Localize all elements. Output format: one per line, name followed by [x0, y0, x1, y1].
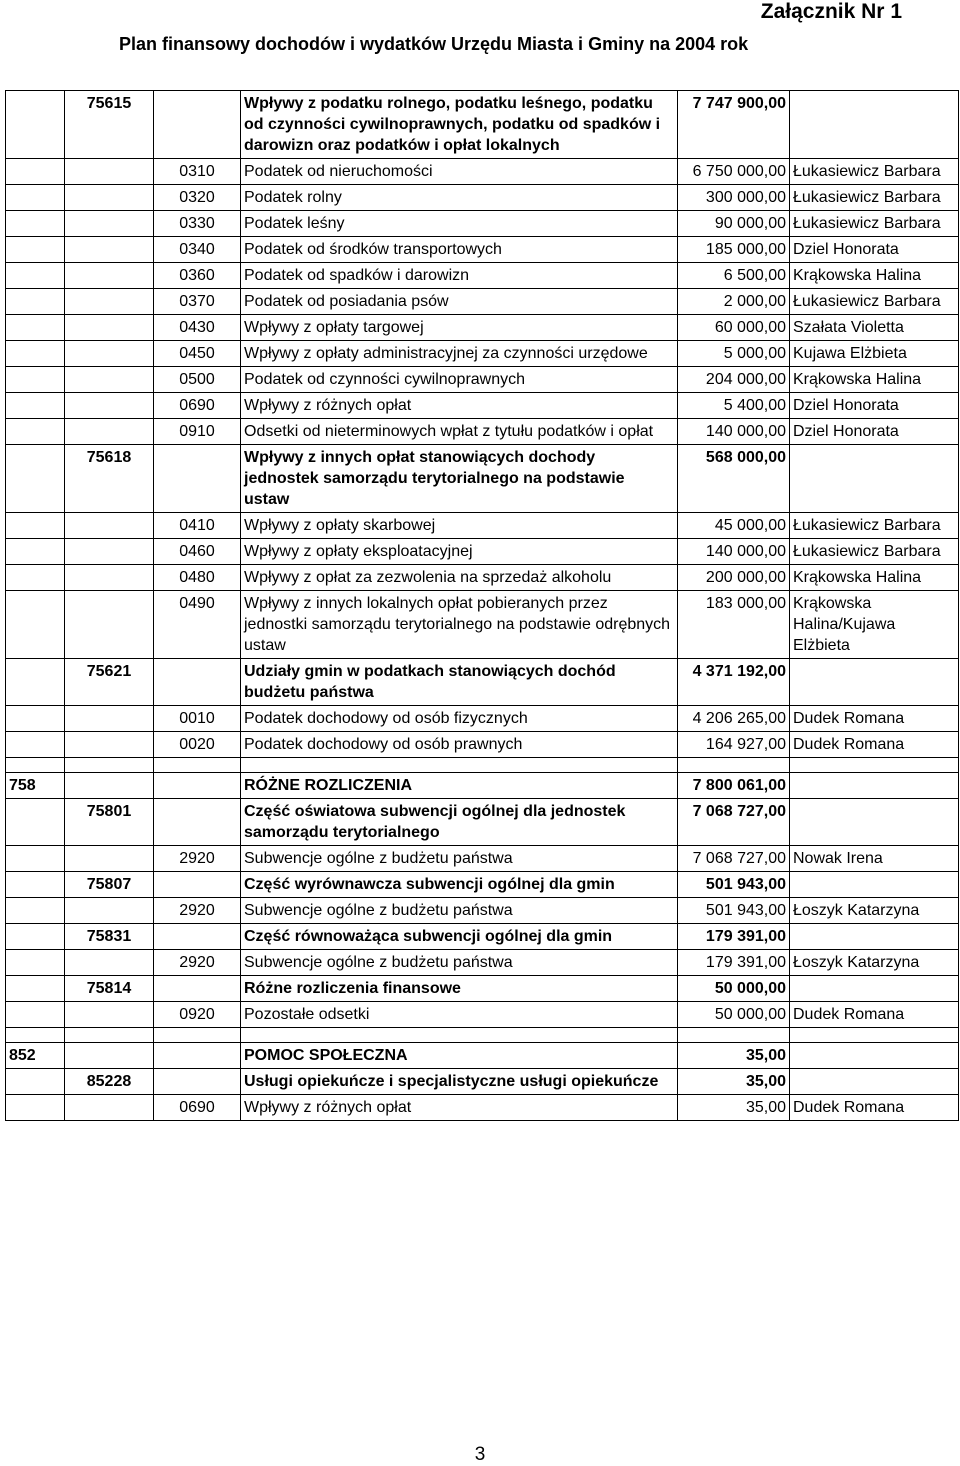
amount-cell: 183 000,00: [678, 591, 790, 659]
owner-cell: [790, 799, 959, 846]
dzial-cell: [6, 419, 65, 445]
table-row: [6, 159, 959, 185]
owner-cell: Dziel Honorata: [790, 393, 959, 419]
dzial-cell: 852: [6, 1043, 65, 1069]
amount-cell: 179 391,00: [678, 950, 790, 976]
owner-cell: Kujawa Elżbieta: [790, 341, 959, 367]
dzial-cell: [6, 513, 65, 539]
paragraf-cell: [154, 924, 241, 950]
table-row: [6, 591, 959, 659]
name-cell: Pozostałe odsetki: [241, 1002, 678, 1028]
spacer-cell: [65, 1028, 154, 1043]
name-cell: Usługi opiekuńcze i specjalistyczne usługi opiekuńcze: [241, 1069, 678, 1095]
name-cell: Wpływy z podatku rolnego, podatku leśnego, podatku od czynności cywilnoprawnych, podatku od spadków i darowizn oraz podatków i opłat lokalnych: [241, 91, 678, 159]
amount-cell: 140 000,00: [678, 539, 790, 565]
name-cell: Subwencje ogólne z budżetu państwa: [241, 898, 678, 924]
table-row: [6, 976, 959, 1002]
rozdzial-cell: [65, 1002, 154, 1028]
paragraf-cell: 0010: [154, 706, 241, 732]
table-row: [6, 950, 959, 976]
owner-cell: [790, 976, 959, 1002]
spacer-cell: [154, 758, 241, 773]
owner-cell: [790, 1043, 959, 1069]
dzial-cell: [6, 289, 65, 315]
section-spacer: [6, 758, 959, 773]
dzial-cell: [6, 159, 65, 185]
amount-cell: 60 000,00: [678, 315, 790, 341]
owner-cell: Łukasiewicz Barbara: [790, 289, 959, 315]
spacer-cell: [241, 758, 678, 773]
dzial-cell: [6, 367, 65, 393]
table-row: [6, 211, 959, 237]
name-cell: Subwencje ogólne z budżetu państwa: [241, 950, 678, 976]
table-row: [6, 419, 959, 445]
paragraf-cell: 0330: [154, 211, 241, 237]
name-cell: Podatek od nieruchomości: [241, 159, 678, 185]
paragraf-cell: 0340: [154, 237, 241, 263]
dzial-cell: [6, 393, 65, 419]
dzial-cell: [6, 263, 65, 289]
paragraf-cell: 0690: [154, 393, 241, 419]
document-title: Plan finansowy dochodów i wydatków Urzędu Miasta i Gminy na 2004 rok: [119, 34, 749, 54]
paragraf-cell: 0370: [154, 289, 241, 315]
name-cell: Wpływy z różnych opłat: [241, 1095, 678, 1121]
amount-cell: 35,00: [678, 1043, 790, 1069]
name-cell: RÓŻNE ROZLICZENIA: [241, 773, 678, 799]
table-row: [6, 263, 959, 289]
dzial-cell: [6, 924, 65, 950]
name-cell: Część oświatowa subwencji ogólnej dla jednostek samorządu terytorialnego: [241, 799, 678, 846]
table-row: [6, 872, 959, 898]
amount-cell: 5 000,00: [678, 341, 790, 367]
rozdzial-cell: [65, 1095, 154, 1121]
amount-cell: 7 747 900,00: [678, 91, 790, 159]
table-row: [6, 1095, 959, 1121]
amount-cell: 164 927,00: [678, 732, 790, 758]
amount-cell: 140 000,00: [678, 419, 790, 445]
rozdzial-cell: [65, 950, 154, 976]
rozdzial-cell: 85228: [65, 1069, 154, 1095]
rozdzial-cell: [65, 315, 154, 341]
dzial-cell: [6, 539, 65, 565]
amount-cell: 5 400,00: [678, 393, 790, 419]
table-row: [6, 846, 959, 872]
rozdzial-cell: 75801: [65, 799, 154, 846]
dzial-cell: [6, 950, 65, 976]
amount-cell: 35,00: [678, 1095, 790, 1121]
paragraf-cell: [154, 659, 241, 706]
dzial-cell: [6, 846, 65, 872]
dzial-cell: [6, 341, 65, 367]
rozdzial-cell: [65, 289, 154, 315]
amount-cell: 7 068 727,00: [678, 846, 790, 872]
dzial-cell: [6, 1069, 65, 1095]
owner-cell: [790, 924, 959, 950]
name-cell: Wpływy z opłat za zezwolenia na sprzedaż alkoholu: [241, 565, 678, 591]
spacer-cell: [6, 758, 65, 773]
amount-cell: 2 000,00: [678, 289, 790, 315]
name-cell: Wpływy z innych opłat stanowiących dochody jednostek samorządu terytorialnego na podstawie ustaw: [241, 445, 678, 513]
rozdzial-cell: [65, 341, 154, 367]
spacer-cell: [241, 1028, 678, 1043]
paragraf-cell: 0310: [154, 159, 241, 185]
table-row: [6, 539, 959, 565]
name-cell: Wpływy z różnych opłat: [241, 393, 678, 419]
amount-cell: 7 800 061,00: [678, 773, 790, 799]
rozdzial-cell: [65, 237, 154, 263]
table-row: [6, 289, 959, 315]
paragraf-cell: [154, 799, 241, 846]
amount-cell: 90 000,00: [678, 211, 790, 237]
table-row: [6, 237, 959, 263]
table-row: [6, 393, 959, 419]
paragraf-cell: 0920: [154, 1002, 241, 1028]
rozdzial-cell: 75814: [65, 976, 154, 1002]
name-cell: Część wyrównawcza subwencji ogólnej dla gmin: [241, 872, 678, 898]
owner-cell: [790, 1069, 959, 1095]
owner-cell: Łukasiewicz Barbara: [790, 513, 959, 539]
paragraf-cell: 0460: [154, 539, 241, 565]
rozdzial-cell: [65, 773, 154, 799]
table-row: [6, 91, 959, 159]
rozdzial-cell: [65, 211, 154, 237]
dzial-cell: [6, 872, 65, 898]
dzial-cell: [6, 1095, 65, 1121]
spacer-cell: [678, 758, 790, 773]
amount-cell: 45 000,00: [678, 513, 790, 539]
dzial-cell: [6, 565, 65, 591]
amount-cell: 6 500,00: [678, 263, 790, 289]
amount-cell: 4 371 192,00: [678, 659, 790, 706]
amount-cell: 179 391,00: [678, 924, 790, 950]
table-row: [6, 659, 959, 706]
owner-cell: [790, 445, 959, 513]
spacer-cell: [678, 1028, 790, 1043]
name-cell: Odsetki od nieterminowych wpłat z tytułu podatków i opłat: [241, 419, 678, 445]
dzial-cell: [6, 799, 65, 846]
paragraf-cell: 2920: [154, 950, 241, 976]
owner-cell: Łukasiewicz Barbara: [790, 539, 959, 565]
dzial-cell: [6, 91, 65, 159]
table-row: [6, 565, 959, 591]
table-row: [6, 898, 959, 924]
dzial-cell: [6, 659, 65, 706]
owner-cell: Krąkowska Halina: [790, 565, 959, 591]
amount-cell: 501 943,00: [678, 872, 790, 898]
rozdzial-cell: [65, 513, 154, 539]
paragraf-cell: [154, 1043, 241, 1069]
paragraf-cell: 0020: [154, 732, 241, 758]
name-cell: POMOC SPOŁECZNA: [241, 1043, 678, 1069]
dzial-cell: [6, 706, 65, 732]
owner-cell: Dziel Honorata: [790, 237, 959, 263]
table-row: [6, 185, 959, 211]
dzial-cell: [6, 211, 65, 237]
table-row: [6, 706, 959, 732]
rozdzial-cell: [65, 263, 154, 289]
owner-cell: Łukasiewicz Barbara: [790, 185, 959, 211]
rozdzial-cell: 75621: [65, 659, 154, 706]
paragraf-cell: 0690: [154, 1095, 241, 1121]
name-cell: Wpływy z opłaty skarbowej: [241, 513, 678, 539]
paragraf-cell: 2920: [154, 846, 241, 872]
table-row: [6, 732, 959, 758]
name-cell: Podatek dochodowy od osób prawnych: [241, 732, 678, 758]
amount-cell: 200 000,00: [678, 565, 790, 591]
name-cell: Część równoważąca subwencji ogólnej dla gmin: [241, 924, 678, 950]
paragraf-cell: 0490: [154, 591, 241, 659]
dzial-cell: [6, 185, 65, 211]
amount-cell: 7 068 727,00: [678, 799, 790, 846]
rozdzial-cell: [65, 898, 154, 924]
dzial-cell: [6, 1002, 65, 1028]
owner-cell: Łoszyk Katarzyna: [790, 898, 959, 924]
rozdzial-cell: [65, 591, 154, 659]
paragraf-cell: 0430: [154, 315, 241, 341]
spacer-cell: [6, 1028, 65, 1043]
budget-table: [5, 90, 959, 1121]
name-cell: Wpływy z opłaty targowej: [241, 315, 678, 341]
owner-cell: Dudek Romana: [790, 1002, 959, 1028]
table-row: [6, 367, 959, 393]
rozdzial-cell: [65, 159, 154, 185]
name-cell: Wpływy z opłaty administracyjnej za czynności urzędowe: [241, 341, 678, 367]
table-row: [6, 924, 959, 950]
owner-cell: Dudek Romana: [790, 732, 959, 758]
table-row: [6, 341, 959, 367]
page-number: 3: [474, 1444, 486, 1465]
paragraf-cell: [154, 976, 241, 1002]
table-row: [6, 799, 959, 846]
rozdzial-cell: [65, 185, 154, 211]
owner-cell: [790, 773, 959, 799]
name-cell: Podatek od posiadania psów: [241, 289, 678, 315]
dzial-cell: 758: [6, 773, 65, 799]
rozdzial-cell: 75618: [65, 445, 154, 513]
dzial-cell: [6, 591, 65, 659]
dzial-cell: [6, 898, 65, 924]
amount-cell: 6 750 000,00: [678, 159, 790, 185]
rozdzial-cell: 75615: [65, 91, 154, 159]
table-row: [6, 773, 959, 799]
owner-cell: [790, 872, 959, 898]
name-cell: Podatek dochodowy od osób fizycznych: [241, 706, 678, 732]
rozdzial-cell: [65, 1043, 154, 1069]
paragraf-cell: 0360: [154, 263, 241, 289]
spacer-cell: [790, 758, 959, 773]
dzial-cell: [6, 976, 65, 1002]
owner-cell: Dudek Romana: [790, 706, 959, 732]
owner-cell: Nowak Irena: [790, 846, 959, 872]
amount-cell: 35,00: [678, 1069, 790, 1095]
amount-cell: 300 000,00: [678, 185, 790, 211]
amount-cell: 204 000,00: [678, 367, 790, 393]
dzial-cell: [6, 732, 65, 758]
owner-cell: [790, 659, 959, 706]
owner-cell: Krąkowska Halina: [790, 263, 959, 289]
rozdzial-cell: [65, 846, 154, 872]
amount-cell: 4 206 265,00: [678, 706, 790, 732]
owner-cell: Łukasiewicz Barbara: [790, 159, 959, 185]
table-row: [6, 1002, 959, 1028]
paragraf-cell: [154, 773, 241, 799]
rozdzial-cell: [65, 539, 154, 565]
name-cell: Różne rozliczenia finansowe: [241, 976, 678, 1002]
paragraf-cell: 0450: [154, 341, 241, 367]
name-cell: Udziały gmin w podatkach stanowiących dochód budżetu państwa: [241, 659, 678, 706]
table-row: [6, 1069, 959, 1095]
paragraf-cell: 0480: [154, 565, 241, 591]
section-spacer: [6, 1028, 959, 1043]
amount-cell: 185 000,00: [678, 237, 790, 263]
rozdzial-cell: 75831: [65, 924, 154, 950]
table-row: [6, 445, 959, 513]
name-cell: Podatek od środków transportowych: [241, 237, 678, 263]
rozdzial-cell: [65, 732, 154, 758]
owner-cell: Łoszyk Katarzyna: [790, 950, 959, 976]
spacer-cell: [65, 758, 154, 773]
name-cell: Podatek od spadków i darowizn: [241, 263, 678, 289]
owner-cell: [790, 91, 959, 159]
owner-cell: Szałata Violetta: [790, 315, 959, 341]
paragraf-cell: 0500: [154, 367, 241, 393]
paragraf-cell: 0320: [154, 185, 241, 211]
name-cell: Podatek od czynności cywilnoprawnych: [241, 367, 678, 393]
owner-cell: Dudek Romana: [790, 1095, 959, 1121]
table-row: [6, 315, 959, 341]
table-row: [6, 1043, 959, 1069]
paragraf-cell: [154, 872, 241, 898]
owner-cell: Łukasiewicz Barbara: [790, 211, 959, 237]
owner-cell: Dziel Honorata: [790, 419, 959, 445]
dzial-cell: [6, 445, 65, 513]
dzial-cell: [6, 237, 65, 263]
name-cell: Subwencje ogólne z budżetu państwa: [241, 846, 678, 872]
rozdzial-cell: [65, 367, 154, 393]
annex-label: Załącznik Nr 1: [760, 0, 902, 23]
rozdzial-cell: [65, 393, 154, 419]
owner-cell: Krąkowska Halina: [790, 367, 959, 393]
name-cell: Podatek rolny: [241, 185, 678, 211]
rozdzial-cell: [65, 706, 154, 732]
paragraf-cell: 2920: [154, 898, 241, 924]
amount-cell: 501 943,00: [678, 898, 790, 924]
amount-cell: 50 000,00: [678, 1002, 790, 1028]
name-cell: Wpływy z innych lokalnych opłat pobieranych przez jednostki samorządu terytorialnego na podstawie odrębnych ustaw: [241, 591, 678, 659]
dzial-cell: [6, 315, 65, 341]
name-cell: Podatek leśny: [241, 211, 678, 237]
rozdzial-cell: 75807: [65, 872, 154, 898]
amount-cell: 568 000,00: [678, 445, 790, 513]
paragraf-cell: [154, 1069, 241, 1095]
paragraf-cell: 0910: [154, 419, 241, 445]
rozdzial-cell: [65, 565, 154, 591]
amount-cell: 50 000,00: [678, 976, 790, 1002]
owner-cell: Krąkowska Halina/Kujawa Elżbieta: [790, 591, 959, 659]
rozdzial-cell: [65, 419, 154, 445]
spacer-cell: [790, 1028, 959, 1043]
paragraf-cell: [154, 445, 241, 513]
name-cell: Wpływy z opłaty eksploatacyjnej: [241, 539, 678, 565]
paragraf-cell: [154, 91, 241, 159]
table-row: [6, 513, 959, 539]
spacer-cell: [154, 1028, 241, 1043]
paragraf-cell: 0410: [154, 513, 241, 539]
